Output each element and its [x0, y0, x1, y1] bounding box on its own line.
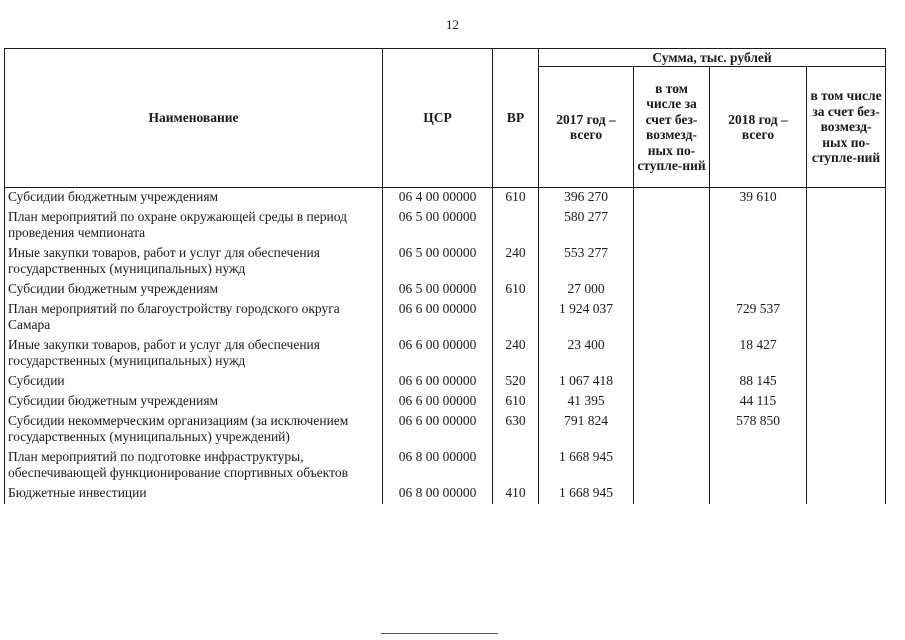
row-csr: 06 6 00 00000 — [383, 412, 493, 448]
row-2017-total: 41 395 — [539, 392, 634, 412]
row-2018-incl — [807, 300, 886, 336]
row-2017-incl — [634, 188, 710, 209]
row-csr: 06 8 00 00000 — [383, 448, 493, 484]
row-vr: 520 — [493, 372, 539, 392]
row-2018-total: 18 427 — [710, 336, 807, 372]
row-2017-total: 396 270 — [539, 188, 634, 209]
row-name: План мероприятий по охране окружающей среды в период проведения чемпионата — [5, 208, 383, 244]
row-csr: 06 5 00 00000 — [383, 244, 493, 280]
row-vr — [493, 300, 539, 336]
row-vr — [493, 208, 539, 244]
row-csr: 06 5 00 00000 — [383, 280, 493, 300]
row-2017-total: 27 000 — [539, 280, 634, 300]
row-2017-total: 23 400 — [539, 336, 634, 372]
row-2018-incl — [807, 412, 886, 448]
row-vr: 610 — [493, 392, 539, 412]
table-header — [5, 49, 886, 188]
row-vr — [493, 448, 539, 484]
row-2017-incl — [634, 484, 710, 504]
row-name: Субсидии бюджетным учреждениям — [5, 188, 383, 209]
row-2017-total: 553 277 — [539, 244, 634, 280]
row-2018-total — [710, 208, 807, 244]
table-row — [5, 392, 886, 412]
table-row — [5, 188, 886, 209]
row-2018-incl — [807, 336, 886, 372]
row-2018-incl — [807, 484, 886, 504]
row-2017-total: 1 668 945 — [539, 484, 634, 504]
row-2018-incl — [807, 280, 886, 300]
row-name: Субсидии некоммерческим организациям (за исключением государственных (муниципальных) учреждений) — [5, 412, 383, 448]
row-name: Субсидии бюджетным учреждениям — [5, 392, 383, 412]
row-2017-total: 1 924 037 — [539, 300, 634, 336]
header-2018-incl: в том числе за счет без-возмезд-ных по-ступле-ний — [807, 67, 886, 188]
row-2017-incl — [634, 244, 710, 280]
row-name: План мероприятий по подготовке инфраструктуры, обеспечивающей функционирование спортивных объектов — [5, 448, 383, 484]
page-number: 12 — [446, 17, 459, 32]
row-vr: 240 — [493, 336, 539, 372]
row-2017-incl — [634, 208, 710, 244]
table-row — [5, 208, 886, 244]
row-vr: 630 — [493, 412, 539, 448]
header-name: Наименование — [5, 49, 383, 188]
table-row — [5, 448, 886, 484]
row-2017-incl — [634, 392, 710, 412]
table-row — [5, 244, 886, 280]
row-2017-incl — [634, 336, 710, 372]
row-vr: 610 — [493, 188, 539, 209]
header-2017-incl: в том числе за счет без-возмезд-ных по-ступле-ний — [634, 67, 710, 188]
header-2017-total: 2017 год – всего — [539, 67, 634, 188]
row-csr: 06 6 00 00000 — [383, 336, 493, 372]
header-csr: ЦСР — [383, 49, 493, 188]
table-row — [5, 280, 886, 300]
row-2017-total: 580 277 — [539, 208, 634, 244]
row-2018-total — [710, 448, 807, 484]
row-2018-total: 729 537 — [710, 300, 807, 336]
row-2018-total — [710, 280, 807, 300]
row-2017-total: 1 668 945 — [539, 448, 634, 484]
row-2017-total: 1 067 418 — [539, 372, 634, 392]
row-name: Иные закупки товаров, работ и услуг для обеспечения государственных (муниципальных) нужд — [5, 244, 383, 280]
footer-divider — [381, 633, 498, 634]
row-csr: 06 5 00 00000 — [383, 208, 493, 244]
table-row — [5, 372, 886, 392]
row-2017-incl — [634, 372, 710, 392]
row-csr: 06 4 00 00000 — [383, 188, 493, 209]
row-csr: 06 6 00 00000 — [383, 392, 493, 412]
row-2018-incl — [807, 188, 886, 209]
header-sum-group: Сумма, тыс. рублей — [539, 49, 886, 67]
row-2018-incl — [807, 208, 886, 244]
header-2018-total: 2018 год – всего — [710, 67, 807, 188]
row-csr: 06 6 00 00000 — [383, 372, 493, 392]
row-2017-incl — [634, 280, 710, 300]
row-2017-total: 791 824 — [539, 412, 634, 448]
row-2017-incl — [634, 412, 710, 448]
budget-table — [4, 48, 886, 504]
row-name: Субсидии бюджетным учреждениям — [5, 280, 383, 300]
row-name: Бюджетные инвестиции — [5, 484, 383, 504]
row-name: Субсидии — [5, 372, 383, 392]
row-vr: 410 — [493, 484, 539, 504]
row-csr: 06 8 00 00000 — [383, 484, 493, 504]
row-2018-total: 39 610 — [710, 188, 807, 209]
row-name: Иные закупки товаров, работ и услуг для обеспечения государственных (муниципальных) нужд — [5, 336, 383, 372]
row-vr: 610 — [493, 280, 539, 300]
row-2018-total: 88 145 — [710, 372, 807, 392]
row-2018-total — [710, 484, 807, 504]
row-2018-incl — [807, 244, 886, 280]
table-row — [5, 336, 886, 372]
table-row — [5, 484, 886, 504]
row-vr: 240 — [493, 244, 539, 280]
row-2018-incl — [807, 372, 886, 392]
row-2018-incl — [807, 392, 886, 412]
row-2018-total: 44 115 — [710, 392, 807, 412]
row-2018-incl — [807, 448, 886, 484]
table-row — [5, 412, 886, 448]
row-2017-incl — [634, 300, 710, 336]
row-csr: 06 6 00 00000 — [383, 300, 493, 336]
header-vr: ВР — [493, 49, 539, 188]
row-2018-total — [710, 244, 807, 280]
table-body — [5, 188, 886, 505]
row-name: План мероприятий по благоустройству городского округа Самара — [5, 300, 383, 336]
row-2017-incl — [634, 448, 710, 484]
table-row — [5, 300, 886, 336]
row-2018-total: 578 850 — [710, 412, 807, 448]
